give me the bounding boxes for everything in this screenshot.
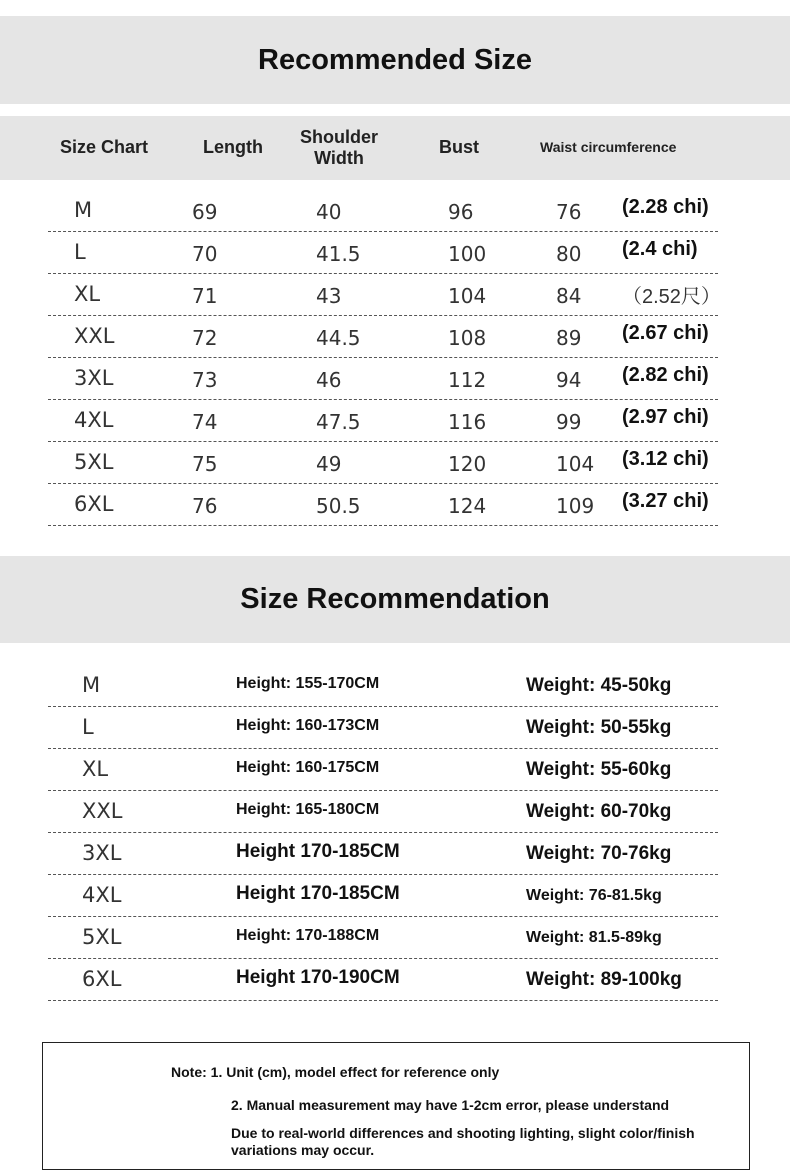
cell-chi: (2.97 chi) xyxy=(622,406,709,428)
cell-length: 73 xyxy=(192,368,218,392)
cell-length: 75 xyxy=(192,452,218,476)
table-row xyxy=(48,484,718,526)
cell-bust: 108 xyxy=(448,326,487,350)
cell-size: L xyxy=(82,715,94,739)
table-row xyxy=(48,833,718,875)
cell-size: 4XL xyxy=(74,408,114,432)
cell-chi: (2.4 chi) xyxy=(622,238,698,260)
cell-weight: Weight: 55-60kg xyxy=(526,759,672,780)
header-length: Length xyxy=(203,137,263,157)
size-recommendation-title: Size Recommendation xyxy=(240,583,550,615)
cell-shoulder: 47.5 xyxy=(316,410,361,434)
cell-waist: 99 xyxy=(556,410,582,434)
cell-size: 6XL xyxy=(74,492,114,516)
note-box xyxy=(42,1042,750,1170)
recommended-size-banner xyxy=(0,16,790,104)
table-row xyxy=(48,917,718,959)
table-row xyxy=(48,665,718,707)
table-row xyxy=(48,190,718,232)
cell-size: 3XL xyxy=(82,841,122,865)
cell-weight: Weight: 60-70kg xyxy=(526,801,672,822)
size-recommendation-banner xyxy=(0,556,790,643)
cell-length: 72 xyxy=(192,326,218,350)
note-line-1: Note: 1. Unit (cm), model effect for reference only xyxy=(171,1064,500,1080)
cell-height: Height 170-185CM xyxy=(236,841,400,862)
cell-height: Height: 170-188CM xyxy=(236,927,380,944)
header-bust: Bust xyxy=(439,137,479,157)
cell-height: Height: 160-173CM xyxy=(236,717,380,734)
cell-waist: 76 xyxy=(556,200,582,224)
cell-bust: 120 xyxy=(448,452,487,476)
cell-size: M xyxy=(74,198,93,222)
cell-size: XXL xyxy=(74,324,115,348)
cell-waist: 80 xyxy=(556,242,582,266)
cell-chi: (2.28 chi) xyxy=(622,196,709,218)
cell-height: Height 170-185CM xyxy=(236,883,400,904)
table-row xyxy=(48,442,718,484)
table-row xyxy=(48,232,718,274)
cell-bust: 124 xyxy=(448,494,487,518)
note-line-2: 2. Manual measurement may have 1-2cm error, please understand xyxy=(231,1097,670,1113)
table-row xyxy=(48,274,721,316)
table-row xyxy=(48,707,718,749)
cell-shoulder: 49 xyxy=(316,452,342,476)
cell-weight: Weight: 89-100kg xyxy=(526,969,682,990)
cell-size: 3XL xyxy=(74,366,114,390)
cell-shoulder: 43 xyxy=(316,284,342,308)
cell-bust: 116 xyxy=(448,410,487,434)
cell-length: 69 xyxy=(192,200,218,224)
cell-size: M xyxy=(82,673,101,697)
note-line-3b: variations may occur. xyxy=(231,1142,375,1158)
cell-size: XL xyxy=(82,757,109,781)
cell-length: 70 xyxy=(192,242,218,266)
cell-size: XXL xyxy=(82,799,123,823)
cell-waist: 109 xyxy=(556,494,595,518)
cell-shoulder: 50.5 xyxy=(316,494,361,518)
table-row xyxy=(48,959,718,1001)
cell-weight: Weight: 45-50kg xyxy=(526,675,672,696)
cell-size: 5XL xyxy=(82,925,122,949)
cell-height: Height: 155-170CM xyxy=(236,675,380,692)
cell-waist: 84 xyxy=(556,284,582,308)
table-row xyxy=(48,749,718,791)
cell-height: Height 170-190CM xyxy=(236,967,400,988)
table-row xyxy=(48,400,718,442)
cell-shoulder: 44.5 xyxy=(316,326,361,350)
cell-weight: Weight: 70-76kg xyxy=(526,843,672,864)
header-size-chart: Size Chart xyxy=(60,137,149,157)
cell-chi: (3.12 chi) xyxy=(622,448,709,470)
table-row xyxy=(48,791,718,833)
table-row xyxy=(48,358,718,400)
table-row xyxy=(48,316,718,358)
cell-weight: Weight: 81.5-89kg xyxy=(526,929,662,946)
header-shoulder-line1: Shoulder xyxy=(300,127,379,147)
cell-shoulder: 46 xyxy=(316,368,342,392)
cell-size: XL xyxy=(74,282,101,306)
cell-length: 71 xyxy=(192,284,218,308)
cell-chi: （2.52尺） xyxy=(622,286,721,308)
cell-bust: 96 xyxy=(448,200,474,224)
cell-chi: (2.82 chi) xyxy=(622,364,709,386)
cell-waist: 89 xyxy=(556,326,582,350)
cell-weight: Weight: 50-55kg xyxy=(526,717,672,738)
cell-chi: (2.67 chi) xyxy=(622,322,709,344)
cell-shoulder: 40 xyxy=(316,200,342,224)
recommended-size-title: Recommended Size xyxy=(258,43,532,76)
note-line-3a: Due to real-world differences and shooting lighting, slight color/finish xyxy=(231,1125,695,1141)
cell-length: 74 xyxy=(192,410,218,434)
cell-bust: 112 xyxy=(448,368,487,392)
cell-bust: 104 xyxy=(448,284,487,308)
header-shoulder-line2: Width xyxy=(314,148,364,168)
table-row xyxy=(48,875,718,917)
header-waist: Waist circumference xyxy=(540,139,677,155)
cell-height: Height: 160-175CM xyxy=(236,759,380,776)
cell-bust: 100 xyxy=(448,242,487,266)
cell-shoulder: 41.5 xyxy=(316,242,361,266)
cell-height: Height: 165-180CM xyxy=(236,801,380,818)
cell-chi: (3.27 chi) xyxy=(622,490,709,512)
cell-size: 6XL xyxy=(82,967,122,991)
cell-size: 5XL xyxy=(74,450,114,474)
cell-weight: Weight: 76-81.5kg xyxy=(526,887,662,904)
cell-size: L xyxy=(74,240,86,264)
cell-waist: 94 xyxy=(556,368,582,392)
size-chart-header xyxy=(0,116,790,180)
cell-length: 76 xyxy=(192,494,218,518)
cell-size: 4XL xyxy=(82,883,122,907)
cell-waist: 104 xyxy=(556,452,595,476)
